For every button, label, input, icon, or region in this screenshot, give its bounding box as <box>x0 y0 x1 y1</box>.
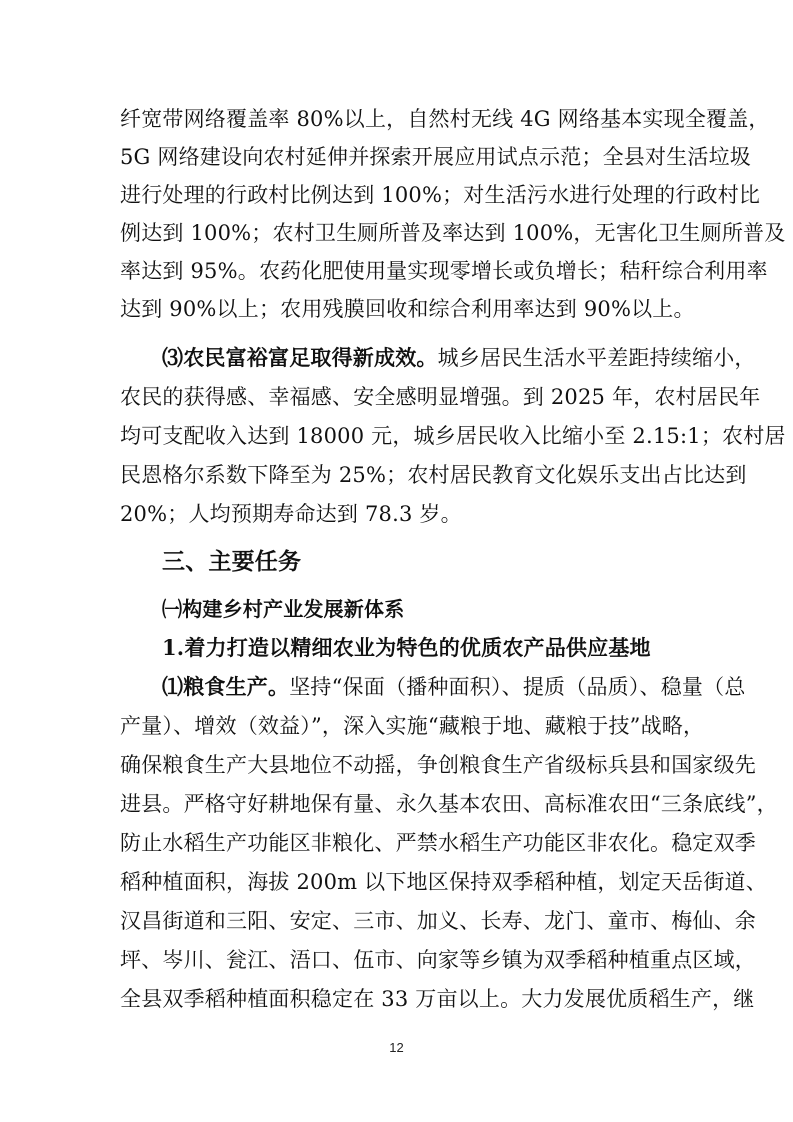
page-number: 12 <box>389 1040 404 1055</box>
para3-line-2: 产量）、增效（效益）”，深入实施“藏粮于地、藏粮于技”战略， <box>120 714 705 738</box>
para3-first-rest: 坚持“保面（播种面积）、提质（品质）、稳量（总 <box>289 675 746 699</box>
para3-line-5: 防止水稻生产功能区非粮化、严禁水稻生产功能区非农化。稳定双季 <box>120 831 756 855</box>
para1-line-3: 进行处理的行政村比例达到 100%；对生活污水进行处理的行政村比 <box>120 183 761 207</box>
subsubsection-heading: 1.着力打造以精细农业为特色的优质农产品供应基地 <box>162 635 651 660</box>
para1-line-1: 纤宽带网络覆盖率 80%以上，自然村无线 4G 网络基本实现全覆盖， <box>120 107 770 131</box>
para2-lead: ⑶农民富裕富足取得新成效。 <box>162 345 438 370</box>
para1-line-5: 率达到 95%。农药化肥使用量实现零增长或负增长；秸秆综合利用率 <box>120 259 768 283</box>
para3-line-8: 坪、岑川、瓮江、浯口、伍市、向家等乡镇为双季稻种植重点区域， <box>120 948 756 972</box>
para2-first-line <box>162 344 756 372</box>
section-heading: 三、主要任务 <box>162 549 302 575</box>
para3-line-3: 确保粮食生产大县地位不动摇，争创粮食生产省级标兵县和国家级先 <box>120 753 756 777</box>
para2-first-rest: 城乡居民生活水平差距持续缩小， <box>437 346 756 370</box>
subsection-heading: ㈠构建乡村产业发展新体系 <box>162 597 405 621</box>
para1-line-6: 达到 90%以上；农用残膜回收和综合利用率达到 90%以上。 <box>120 297 695 321</box>
para3-first-line <box>162 673 746 701</box>
para3-line-9: 全县双季稻种植面积稳定在 33 万亩以上。大力发展优质稻生产，继 <box>120 987 755 1011</box>
para3-line-6: 稻种植面积，海拔 200m 以下地区保持双季稻种植，划定天岳街道、 <box>120 870 767 894</box>
para2-line-3: 均可支配收入达到 18000 元，城乡居民收入比缩小至 2.15:1；农村居 <box>120 424 786 448</box>
para2-line-2: 农民的获得感、幸福感、安全感明显增强。到 2025 年，农村居民年 <box>120 385 761 409</box>
para2-line-5: 20%；人均预期寿命达到 78.3 岁。 <box>120 502 462 526</box>
para2-line-4: 民恩格尔系数下降至为 25%；农村居民教育文化娱乐支出占比达到 <box>120 463 747 487</box>
para3-lead: ⑴粮食生产。 <box>162 674 290 699</box>
para1-line-2: 5G 网络建设向农村延伸并探索开展应用试点示范；全县对生活垃圾 <box>120 145 752 169</box>
para3-line-7: 汉昌街道和三阳、安定、三市、加义、长寿、龙门、童市、梅仙、余 <box>120 909 756 933</box>
para1-line-4: 例达到 100%；农村卫生厕所普及率达到 100%，无害化卫生厕所普及 <box>120 221 786 245</box>
para3-line-4: 进县。严格守好耕地保有量、永久基本农田、高标准农田“三条底线”， <box>120 792 778 816</box>
